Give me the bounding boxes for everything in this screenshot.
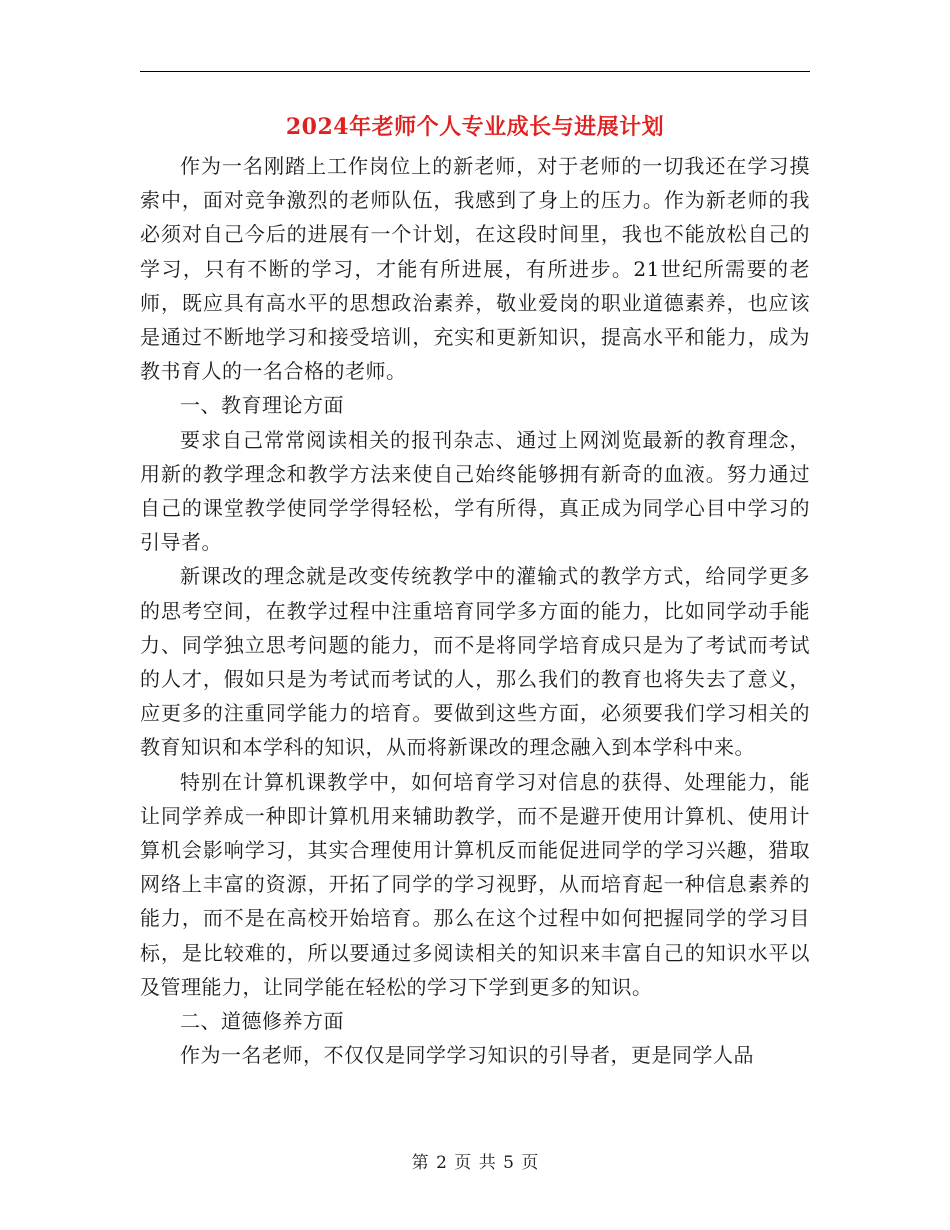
document-title: 2024年老师个人专业成长与进展计划 (285, 114, 665, 140)
page-number: 第 2 页 共 5 页 (411, 1153, 539, 1173)
document-body (140, 149, 810, 1072)
paragraph-teacher-role: 作为一名老师，不仅仅是同学学习知识的引导者，更是同学人品 (180, 1043, 754, 1068)
paragraph-intro: 作为一名刚踏上工作岗位上的新老师，对于老师的一切我还在学习摸索中，面对竞争激烈的老师队伍，我感到了身上的压力。作为新老师的我必须对自己今后的进展有一个计划，在这段时间里，我也不能放松自己的学习，只有不断的学习，才能有所进展，有所进步。21世纪所需要的老师，既应具有高水平的思想政治素养，敬业爱岗的职业道德素养，也应该是通过不断地学习和接受培训，充实和更新知识，提高水平和能力，成为教书育人的一名合格的老师。 (140, 154, 810, 384)
paragraph-computer-teaching: 特别在计算机课教学中，如何培育学习对信息的获得、处理能力，能让同学养成一种即计算机用来辅助教学，而不是避开使用计算机、使用计算机会影响学习，其实合理使用计算机反而能促进同学的学习兴趣，猎取网络上丰富的资源，开拓了同学的学习视野，从而培育起一种信息素养的能力，而不是在高校开始培育。那么在这个过程中如何把握同学的学习目标，是比较难的，所以要通过多阅读相关的知识来丰富自己的知识水平以及管理能力，让同学能在轻松的学习下学到更多的知识。 (140, 769, 810, 999)
section-heading-moral-cultivation: 二、道德修养方面 (180, 1009, 344, 1034)
paragraph-curriculum-reform: 新课改的理念就是改变传统教学中的灌输式的教学方式，给同学更多的思考空间，在教学过程中注重培育同学多方面的能力，比如同学动手能力、同学独立思考问题的能力，而不是将同学培育成只是为了考试而考试的人才，假如只是为考试而考试的人，那么我们的教育也将失去了意义，应更多的注重同学能力的培育。要做到这些方面，必须要我们学习相关的教育知识和本学科的知识，从而将新课改的理念融入到本学科中来。 (140, 564, 810, 760)
section-heading-education-theory: 一、教育理论方面 (180, 393, 344, 418)
paragraph-reading: 要求自己常常阅读相关的报刊杂志、通过上网浏览最新的教育理念，用新的教学理念和教学方法来使自己始终能够拥有新奇的血液。努力通过自己的课堂教学使同学学得轻松，学有所得，真正成为同学心目中学习的引导者。 (140, 427, 810, 555)
header-rule (140, 71, 810, 72)
